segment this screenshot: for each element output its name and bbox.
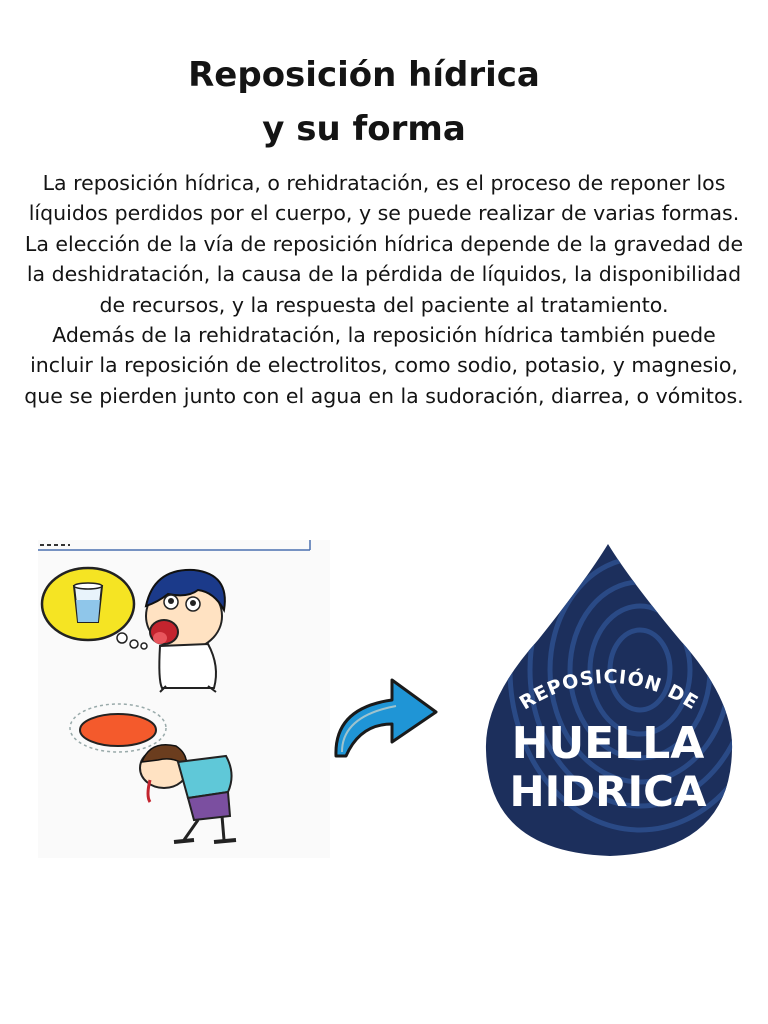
paragraph-3: Además de la rehidratación, la reposición hídrica también puede incluir la reposición de electrolitos, como sodio, potasio, y magnesio, que se pierden junto con el agua en la sudoración, diarrea, o vómitos.	[24, 323, 744, 408]
page-title	[0, 48, 728, 156]
logo-line-2: HIDRICA	[509, 767, 707, 816]
dehydrated-boy-illustration	[38, 540, 330, 858]
logo-arc-text: REPOSICIÓN DE	[515, 665, 703, 715]
body-text	[22, 168, 746, 411]
curved-arrow-right-icon	[326, 672, 442, 764]
logo-line-1: HUELLA	[511, 718, 705, 769]
water-drop-logo	[480, 540, 738, 860]
paragraph-1: La reposición hídrica, o rehidratación, es el proceso de reponer los líquidos perdidos por el cuerpo, y se puede realizar de varias formas.	[28, 171, 740, 226]
title-line-1: Reposición hídrica	[188, 55, 540, 95]
title-line-2: y su forma	[262, 109, 466, 149]
paragraph-2: La elección de la vía de reposición hídrica depende de la gravedad de la deshidratación, la causa de la pérdida de líquidos, la disponibilidad de recursos, y la respuesta del paciente al tratamiento.	[24, 231, 744, 317]
